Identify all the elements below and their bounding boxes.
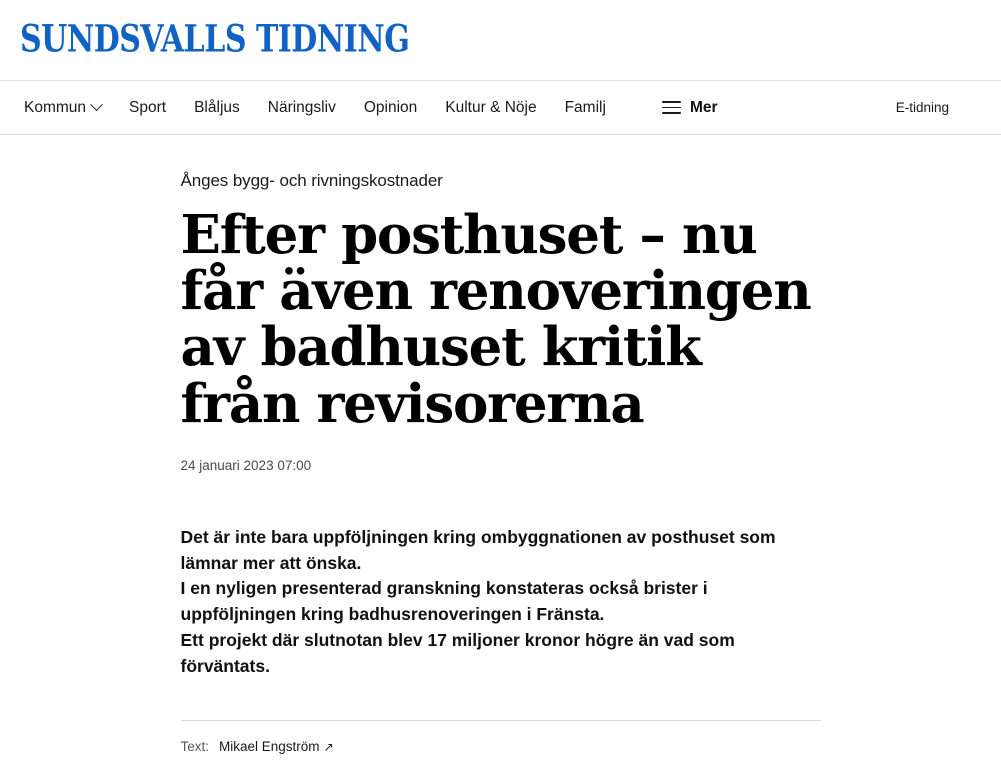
nav-item-kultur-noje[interactable] <box>445 99 536 117</box>
nav-more-button[interactable] <box>662 99 718 117</box>
byline-author-link[interactable] <box>219 739 334 754</box>
nav-item-familj[interactable] <box>565 99 606 117</box>
nav-item-naringsliv[interactable] <box>268 99 336 117</box>
lead-paragraph: Ett projekt där slutnotan blev 17 miljoner kronor högre än vad som förväntats. <box>180 630 735 677</box>
nav-item-kommun[interactable] <box>24 99 101 117</box>
byline-divider <box>181 720 821 721</box>
e-tidning-link[interactable]: E-tidning <box>895 100 949 115</box>
nav-item-label: Sport <box>129 98 167 116</box>
site-masthead <box>0 0 1001 80</box>
byline-author-name: Mikael Engström <box>219 739 320 755</box>
nav-item-label: Kultur & Nöje <box>445 98 537 116</box>
nav-items-group <box>24 81 718 134</box>
nav-item-label: Opinion <box>363 98 418 116</box>
nav-more-label: Mer <box>689 98 718 116</box>
article-lead <box>181 525 821 680</box>
nav-item-label: Näringsliv <box>267 98 336 116</box>
nav-item-label: Familj <box>564 98 606 116</box>
article-container <box>0 135 1001 754</box>
primary-navigation <box>0 80 1001 135</box>
nav-item-label: Blåljus <box>194 98 240 116</box>
site-logo[interactable]: SUNDSVALLS TIDNING <box>20 17 410 62</box>
byline <box>181 739 821 754</box>
article-kicker[interactable]: Ånges bygg- och rivningskostnader <box>180 171 443 190</box>
article-timestamp: 24 januari 2023 07:00 <box>180 457 312 473</box>
lead-paragraph: Det är inte bara uppföljningen kring ombyggnationen av posthuset som lämnar mer att önska. <box>180 526 776 573</box>
external-link-icon: ↗ <box>323 740 334 755</box>
byline-label: Text: <box>180 739 210 755</box>
nav-item-blaljus[interactable] <box>194 99 240 117</box>
nav-item-sport[interactable] <box>129 99 166 117</box>
nav-item-opinion[interactable] <box>364 99 417 117</box>
chevron-down-icon <box>90 98 103 111</box>
article <box>181 135 821 754</box>
hamburger-menu-icon <box>662 101 681 114</box>
article-headline: Efter posthuset – nu får även renoveringen av badhuset kritik från revisorerna <box>180 204 811 435</box>
lead-paragraph: I en nyligen presenterad granskning konstateras också brister i uppföljningen kring badhusrenoveringen i Fränsta. <box>180 578 708 625</box>
nav-item-label: Kommun <box>24 98 87 116</box>
